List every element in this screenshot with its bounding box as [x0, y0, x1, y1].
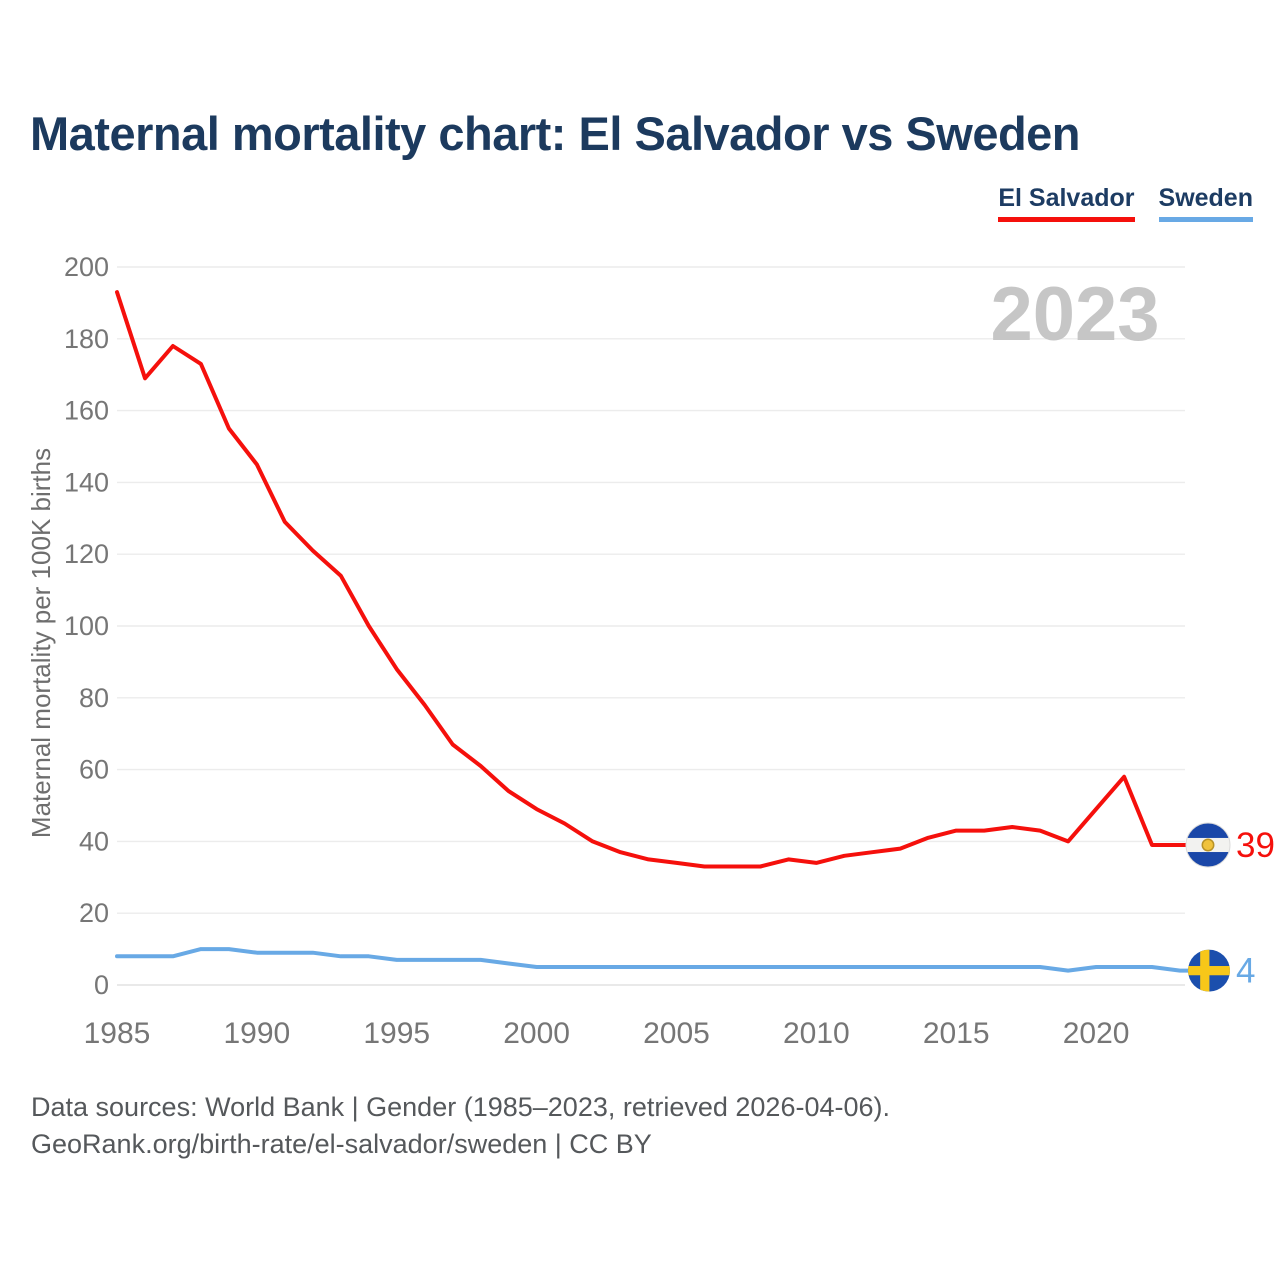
y-tick-label: 160: [63, 395, 109, 426]
footer: [31, 1089, 890, 1163]
y-tick-label: 20: [78, 898, 109, 929]
x-tick-label: 1990: [223, 1017, 291, 1050]
y-tick-label: 120: [63, 539, 109, 570]
y-tick-label: 180: [63, 323, 109, 354]
y-tick-label: 40: [78, 826, 109, 857]
y-tick-label: 60: [78, 754, 109, 785]
y-tick-label: 80: [78, 682, 109, 713]
series-line-el-salvador: [117, 292, 1190, 866]
y-tick-label: 100: [63, 611, 109, 641]
x-tick-label: 2020: [1062, 1017, 1130, 1050]
legend-item-el-salvador[interactable]: El Salvador: [998, 184, 1134, 222]
el-salvador-flag-icon: [1186, 823, 1230, 867]
x-tick-label: 1995: [363, 1017, 431, 1050]
x-tick-label: 1985: [83, 1017, 151, 1050]
sweden-flag-icon: [1188, 950, 1230, 992]
x-tick-label: 2010: [782, 1017, 850, 1050]
x-tick-label: 2005: [643, 1017, 710, 1050]
y-tick-label: 140: [63, 467, 109, 498]
watermark-year: 2023: [990, 272, 1160, 357]
series-line-sweden: [117, 949, 1190, 971]
x-tick-label: 2015: [922, 1017, 990, 1050]
legend-item-sweden[interactable]: Sweden: [1159, 184, 1253, 222]
series-end-value-el-salvador: 39: [1236, 825, 1275, 865]
footer-attribution: GeoRank.org/birth-rate/el-salvador/sweden | CC BY: [31, 1129, 652, 1159]
footer-sources: Data sources: World Bank | Gender (1985–2023, retrieved 2026-04-06).: [31, 1092, 891, 1122]
y-axis-title: Maternal mortality per 100K births: [26, 447, 56, 839]
page-title: Maternal mortality chart: El Salvador vs Sweden: [30, 107, 1081, 160]
y-tick-label: 200: [63, 252, 109, 282]
series-end-value-sweden: 4: [1236, 951, 1256, 991]
y-tick-label: 0: [93, 970, 109, 1000]
x-tick-label: 2000: [503, 1017, 570, 1050]
